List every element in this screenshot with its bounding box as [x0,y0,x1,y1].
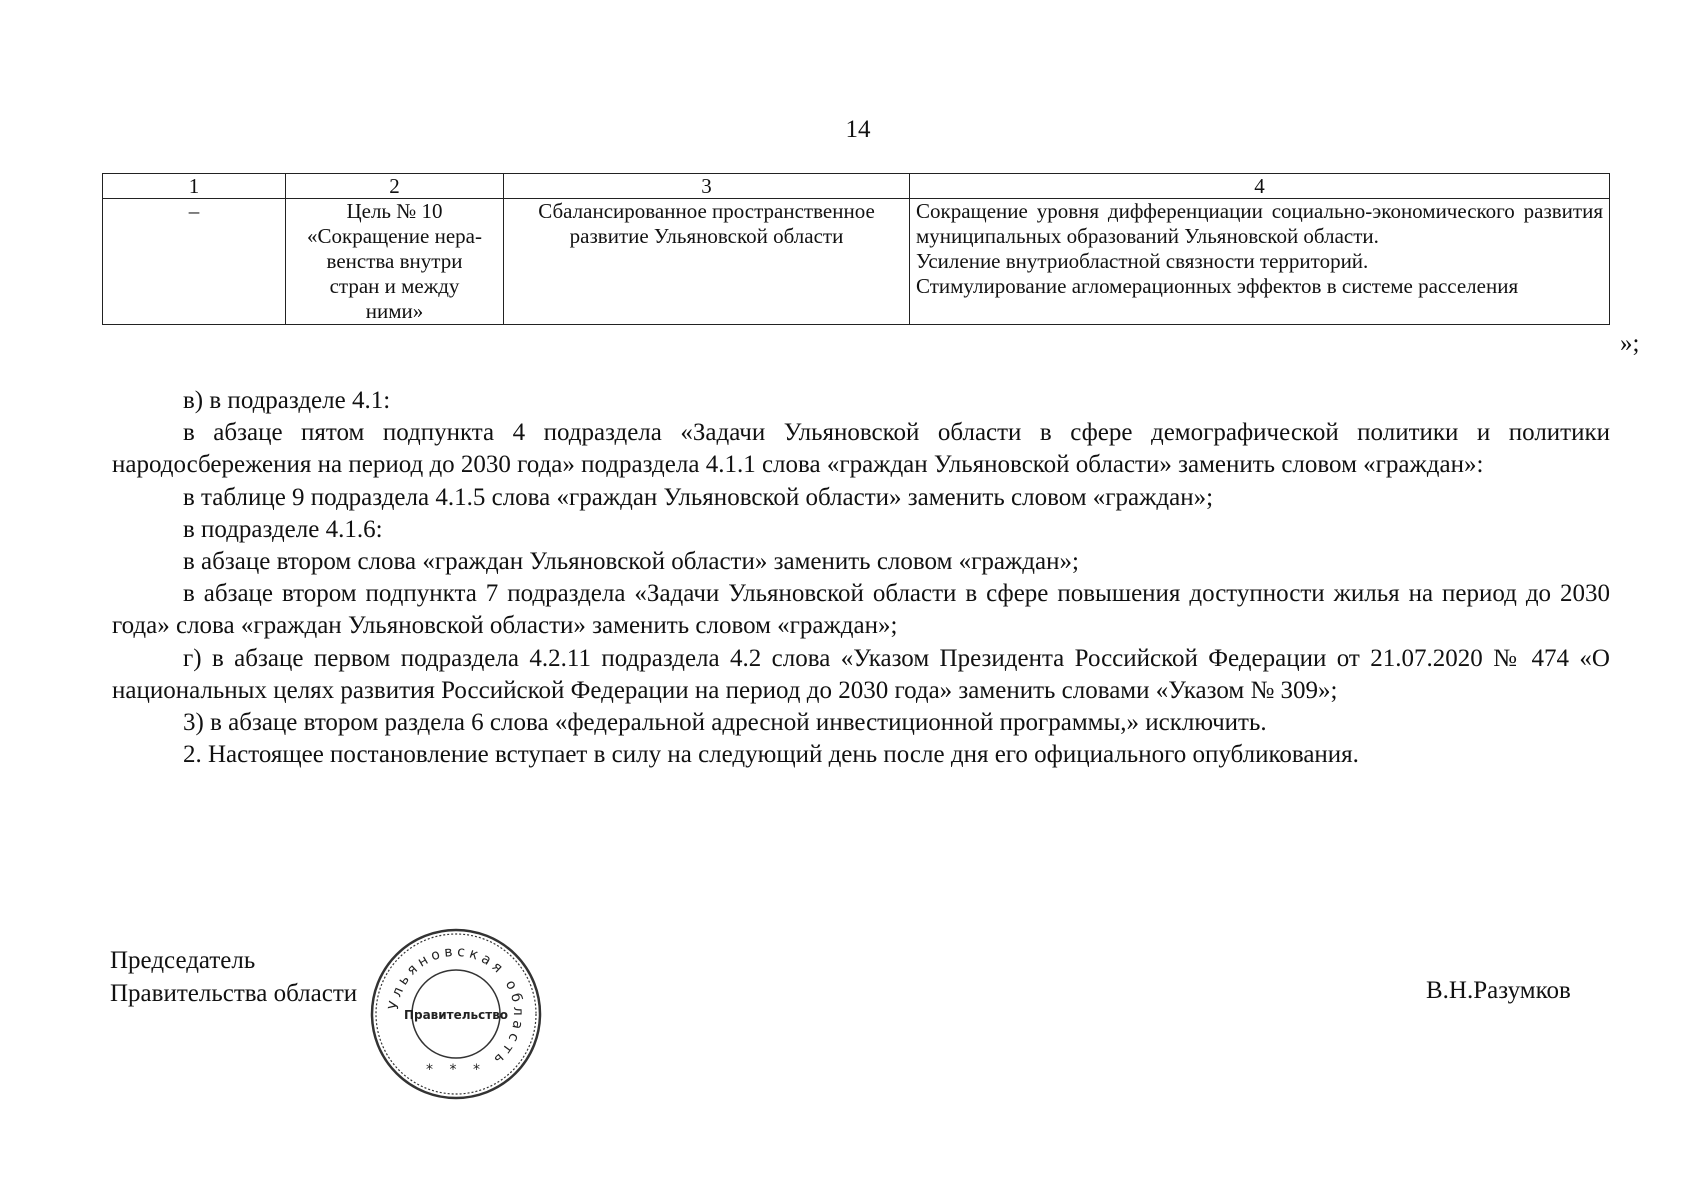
task-text: Усиление внутриобластной связности территорий. [916,249,1369,273]
body-paragraph: в подразделе 4.1.6: [183,515,383,543]
direction-line: развитие Ульяновской области [569,224,844,248]
body-paragraph: в абзаце пятом подпункта 4 подраздела «Задачи Ульяновской области в сфере демографической политики и политики народосбережения на период до 2030 года» подраздела 4.1.1 слова «граждан Ульяновской области» заменить словом «граждан»: [112,419,1610,479]
body-paragraph: в абзаце втором слова «граждан Ульяновской области» заменить словом «граждан»; [183,548,1079,576]
official-seal [368,926,544,1102]
body-paragraph: 2. Настоящее постановление вступает в силу на следующий день после дня его официального опубликования. [183,741,1359,769]
table-row [103,199,1610,325]
signer-title-line: Председатель [110,947,256,974]
closing-quote-mark: »; [1620,330,1640,357]
table-cell-goal [286,199,504,325]
seal-center-text: Правительство [403,1008,509,1022]
goal-line: венства внутри [326,249,463,273]
direction-line: Сбалансированное пространственное [538,199,875,223]
page-number: 14 [845,116,871,143]
goals-table [102,173,1610,325]
table-cell-tasks [910,199,1610,325]
body-paragraph: в таблице 9 подраздела 4.1.5 слова «граждан Ульяновской области» заменить словом «граждан»; [183,483,1214,511]
table-header-cell: 1 [103,174,286,199]
seal-ring-textpath: Ульяновская область [385,943,527,1070]
goal-line: «Сокращение нера- [307,224,482,248]
seal-stars: * * * [426,1062,486,1078]
table-header-cell: 4 [910,174,1610,199]
signer-name: В.Н.Разумков [1426,977,1571,1004]
goal-line: Цель № 10 [346,199,443,223]
body-paragraph: 3) в абзаце втором раздела 6 слова «федеральной адресной инвестиционной программы,» исключить. [183,709,1267,737]
body-paragraph: в) в подразделе 4.1: [183,387,391,414]
goal-line: ними» [365,299,424,323]
table-cell-direction [504,199,910,325]
task-text: Сокращение уровня дифференциации социально-экономического развития муниципальных образований Ульяновской области. [916,199,1603,248]
body-paragraph: в абзаце втором подпункта 7 подраздела «Задачи Ульяновской области в сфере повышения доступности жилья на период до 2030 года» слова «граждан Ульяновской области» заменить словом «граждан»; [112,580,1610,640]
table-cell-dash: – [103,199,286,325]
task-text: Стимулирование агломерационных эффектов в системе расселения [916,274,1519,298]
table-header-cell: 2 [286,174,504,199]
body-paragraph: г) в абзаце первом подраздела 4.2.11 подраздела 4.2 слова «Указом Президента Российской Федерации от 21.07.2020 № 474 «О национальных целях развития Российской Федерации на период до 2030 года» заменить словами «Указом № 309»; [112,644,1610,704]
seal-ring-text [386,944,526,1070]
document-body [112,385,1610,771]
table-header-row [103,174,1610,199]
signature-block [110,944,357,1010]
goal-line: стран и между [329,274,460,298]
signer-title-line: Правительства области [110,980,358,1007]
table-header-cell: 3 [504,174,910,199]
